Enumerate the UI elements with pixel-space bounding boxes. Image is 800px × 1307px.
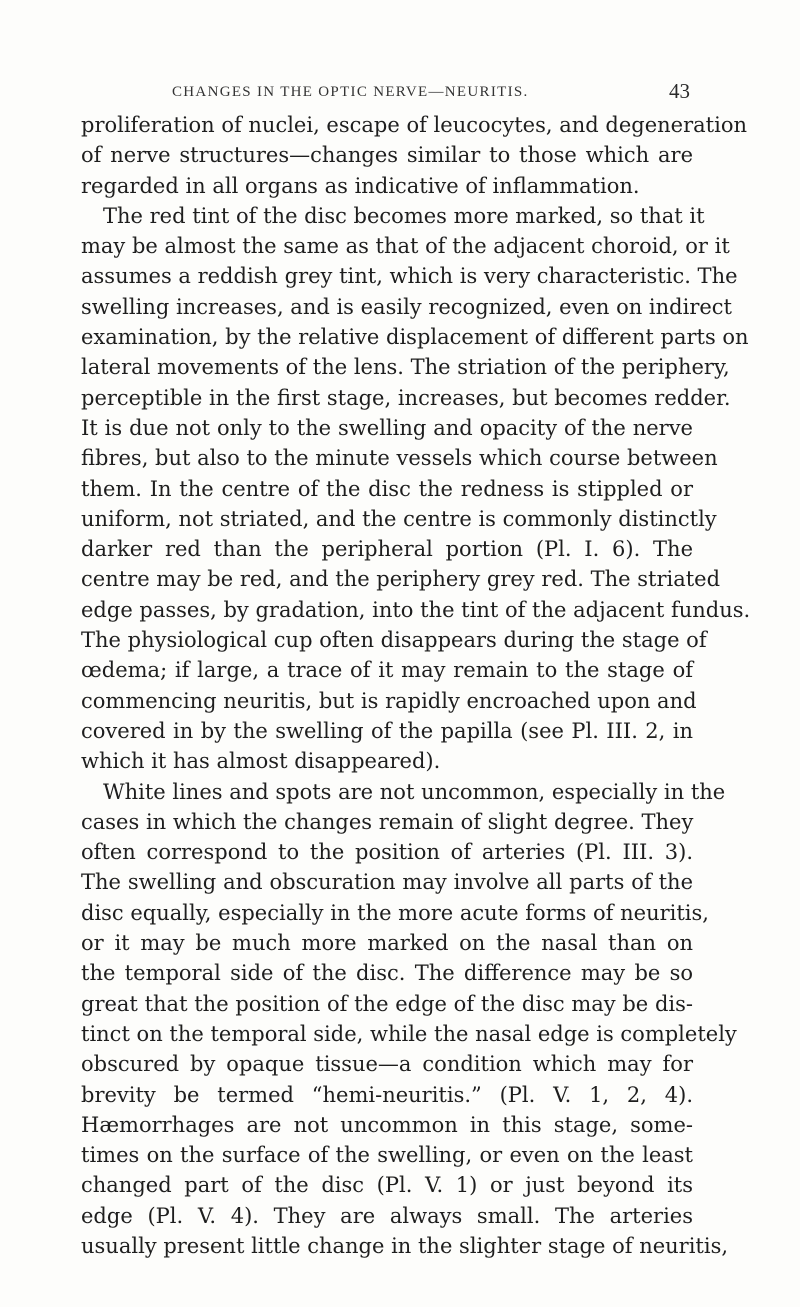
text-line: brevity be termed “hemi-neuritis.” (Pl. V. 1, 2, 4). bbox=[81, 1082, 693, 1107]
text-line: White lines and spots are not uncommon, especially in the bbox=[103, 779, 726, 804]
text-line: Hæmorrhages are not uncommon in this stage, some- bbox=[81, 1112, 693, 1137]
running-title: CHANGES IN THE OPTIC NERVE—NEURITIS. bbox=[172, 84, 529, 100]
text-line: changed part of the disc (Pl. V. 1) or just beyond its bbox=[81, 1173, 693, 1198]
text-line: tinct on the temporal side, while the nasal edge is completely bbox=[81, 1021, 737, 1046]
running-head bbox=[0, 79, 800, 108]
text-line: or it may be much more marked on the nasal than on bbox=[81, 931, 693, 956]
text-line: regarded in all organs as indicative of inflammation. bbox=[81, 173, 640, 198]
text-line: lateral movements of the lens. The striation of the periphery, bbox=[81, 355, 730, 380]
text-line: uniform, not striated, and the centre is commonly distinctly bbox=[81, 506, 717, 531]
text-line: great that the position of the edge of the disc may be dis- bbox=[81, 991, 693, 1016]
text-line: examination, by the relative displacement of different parts on bbox=[81, 325, 749, 350]
text-line: The red tint of the disc becomes more marked, so that it bbox=[103, 203, 705, 228]
text-line: may be almost the same as that of the adjacent choroid, or it bbox=[81, 234, 730, 259]
text-line: edge (Pl. V. 4). They are always small. The arteries bbox=[81, 1203, 693, 1228]
text-line: The physiological cup often disappears during the stage of bbox=[81, 628, 707, 653]
text-line: which it has almost disappeared). bbox=[81, 749, 441, 774]
text-line: It is due not only to the swelling and opacity of the nerve bbox=[81, 415, 693, 440]
text-line: usually present little change in the slighter stage of neuritis, bbox=[81, 1233, 729, 1258]
text-line: often correspond to the position of arteries (Pl. III. 3). bbox=[81, 840, 693, 865]
text-line: œdema; if large, a trace of it may remain to the stage of bbox=[81, 658, 693, 683]
text-line: centre may be red, and the periphery grey red. The striated bbox=[81, 567, 721, 592]
text-line: proliferation of nuclei, escape of leucocytes, and degeneration bbox=[81, 113, 747, 137]
text-line: commencing neuritis, but is rapidly encroached upon and bbox=[81, 688, 697, 713]
text-line: assumes a reddish grey tint, which is very characteristic. The bbox=[81, 264, 738, 289]
page-number: 43 bbox=[669, 79, 690, 103]
text-line: darker red than the peripheral portion (Pl. I. 6). The bbox=[81, 537, 693, 562]
text-line: disc equally, especially in the more acute forms of neuritis, bbox=[81, 900, 709, 925]
text-line: cases in which the changes remain of slight degree. They bbox=[81, 809, 694, 834]
text-line: perceptible in the first stage, increases, but becomes redder. bbox=[81, 385, 731, 410]
text-line: swelling increases, and is easily recognized, even on indirect bbox=[81, 294, 732, 319]
text-line: the temporal side of the disc. The difference may be so bbox=[81, 961, 693, 986]
text-line: times on the surface of the swelling, or even on the least bbox=[81, 1143, 693, 1168]
text-line: edge passes, by gradation, into the tint of the adjacent fundus. bbox=[81, 597, 751, 622]
text-line: of nerve structures—changes similar to those which are bbox=[81, 143, 693, 168]
body-text bbox=[81, 110, 751, 1261]
text-line: obscured by opaque tissue—a condition which may for bbox=[81, 1052, 693, 1077]
text-line: fibres, but also to the minute vessels which course between bbox=[81, 446, 718, 471]
text-line: them. In the centre of the disc the redness is stippled or bbox=[81, 476, 693, 501]
text-line: covered in by the swelling of the papilla (see Pl. III. 2, in bbox=[81, 718, 693, 743]
text-line: The swelling and obscuration may involve all parts of the bbox=[81, 870, 693, 895]
